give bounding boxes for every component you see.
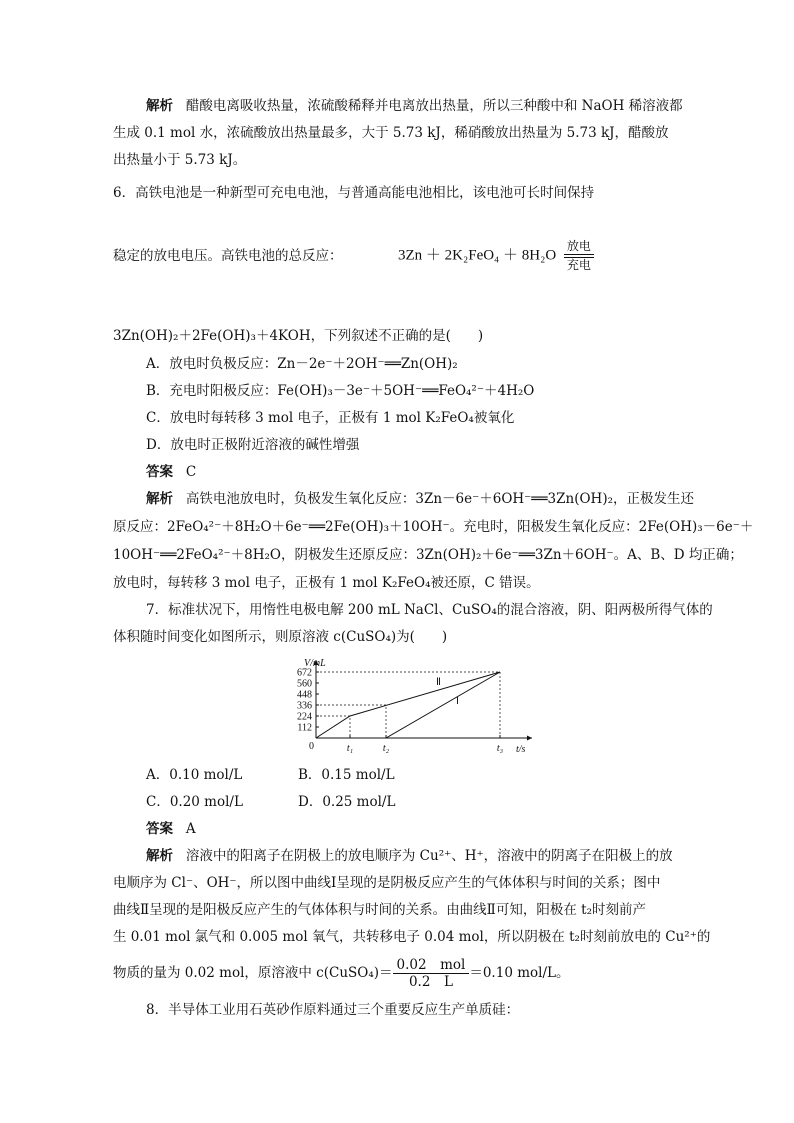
analysis-7-line5: 物质的量为 0.02 mol，原溶液中 c(CuSO₄)＝ $\frac{\text{0.02 mol}}{0.2 L}$ ＝0.10 mol/L。 bbox=[113, 957, 570, 990]
answer-value: C bbox=[185, 464, 197, 480]
analysis-6: 解析 高铁电池放电时，负极发生氧化反应：3Zn－6e⁻＋6OH⁻══3Zn(OH)₂，正极发生还 bbox=[146, 491, 695, 507]
x-tick-label: t₂ bbox=[382, 743, 390, 754]
question-6-stem: 6．高铁电池是一种新型可充电电池，与普通高能电池相比，该电池可长时间保持 bbox=[113, 185, 595, 201]
reaction-equation: 3Zn ＋ 2K₂FeO₄ ＋ 8H₂O 放电 充电 bbox=[398, 240, 594, 272]
analysis-7-line3: 曲线Ⅱ呈现的是阳极反应产生的气体体积与时间的关系。由曲线Ⅱ可知，阳极在 t₂时刻前产 bbox=[113, 902, 646, 918]
analysis-7: 解析 溶液中的阳离子在阴极上的放电顺序为 Cu²⁺、H⁺，溶液中的阴离子在阳极上的放 bbox=[146, 848, 673, 864]
y-tick-label: 672 bbox=[297, 667, 312, 679]
guide-t3 bbox=[316, 672, 500, 738]
volume-time-chart bbox=[280, 656, 540, 756]
analysis-6-line2: 原反应：2FeO₄²⁻＋8H₂O＋6e⁻══2Fe(OH)₃＋10OH⁻。充电时，阳极发生氧化反应：2Fe(OH)₃－6e⁻＋ bbox=[113, 519, 754, 535]
analysis-tag: 解析 bbox=[146, 848, 173, 864]
x-tick-label: t₁ bbox=[346, 743, 354, 754]
question-6-stem-line3: 3Zn(OH)₂＋2Fe(OH)₃＋4KOH，下列叙述不正确的是( ) bbox=[113, 328, 484, 344]
series-line-2 bbox=[316, 672, 500, 738]
question-7-stem: 7．标准状况下，用惰性电极电解 200 mL NaCl、CuSO₄的混合溶液，阴、阳两极所得气体的 bbox=[146, 602, 713, 618]
series-label: Ⅱ bbox=[436, 677, 441, 688]
y-tick-label: 448 bbox=[297, 689, 312, 701]
analysis-7-line4: 生 0.01 mol 氯气和 0.005 mol 氧气，共转移电子 0.04 mol，所以阴极在 t₂时刻前放电的 Cu²⁺的 bbox=[113, 929, 711, 945]
analysis-6-line4: 放电时，每转移 3 mol 电子，正极有 1 mol K₂FeO₄被还原，C 错误。 bbox=[113, 575, 540, 591]
analysis-5-line3: 出热量小于 5.73 kJ。 bbox=[113, 152, 247, 168]
analysis-tag: 解析 bbox=[146, 491, 173, 507]
series-label: Ⅰ bbox=[456, 696, 459, 707]
option-a: A．0.10 mol/L bbox=[146, 767, 243, 783]
y-tick-label: 336 bbox=[297, 700, 312, 712]
option-b: B．充电时阳极反应：Fe(OH)₃－3e⁻＋5OH⁻══FeO₄²⁻＋4H₂O bbox=[146, 383, 535, 399]
option-c: C．0.20 mol/L bbox=[146, 794, 243, 810]
x-tick-label: t₃ bbox=[496, 743, 504, 754]
option-d: D．放电时正极附近溶液的碱性增强 bbox=[146, 437, 360, 453]
y-tick-label: 224 bbox=[297, 711, 312, 723]
option-b: B．0.15 mol/L bbox=[298, 767, 395, 783]
y-tick-label: 560 bbox=[297, 678, 312, 690]
answer-6 bbox=[146, 462, 196, 482]
origin-label: 0 bbox=[309, 741, 314, 752]
analysis-6-line3: 10OH⁻══2FeO₄²⁻＋8H₂O，阴极发生还原反应：3Zn(OH)₂＋6e⁻══3Zn＋6OH⁻。A、B、D 均正确； bbox=[113, 547, 743, 563]
guide-t2 bbox=[316, 705, 386, 738]
answer-tag: 答案 bbox=[146, 821, 173, 837]
analysis-tag: 解析 bbox=[146, 98, 173, 114]
answer-value: A bbox=[185, 821, 196, 837]
answer-tag: 答案 bbox=[146, 464, 173, 480]
question-7-stem-line2: 体积随时间变化如图所示，则原溶液 c(CuSO₄)为( ) bbox=[113, 629, 448, 645]
x-axis-label: t/s bbox=[516, 744, 526, 755]
option-d: D．0.25 mol/L bbox=[298, 794, 396, 810]
analysis-5-line2: 生成 0.1 mol 水，浓硫酸放出热量最多，大于 5.73 kJ，稀硝酸放出热量为 5.73 kJ，醋酸放 bbox=[113, 125, 669, 141]
analysis-7-line2: 电顺序为 Cl⁻、OH⁻，所以图中曲线Ⅰ呈现的是阴极反应产生的气体体积与时间的关系；图中 bbox=[113, 875, 661, 891]
series-line-1 bbox=[316, 672, 500, 738]
option-a: A．放电时负极反应：Zn－2e⁻＋2OH⁻══Zn(OH)₂ bbox=[146, 356, 458, 372]
question-8-stem: 8．半导体工业用石英砂作原料通过三个重要反应生产单质硅： bbox=[146, 1002, 520, 1018]
x-axis-arrow bbox=[527, 736, 532, 741]
fraction: $\frac{\text{0.02 mol}}{0.2 L}$ bbox=[393, 957, 470, 990]
y-tick-label: 112 bbox=[297, 722, 312, 734]
answer-7 bbox=[146, 819, 196, 839]
analysis-5: 解析 醋酸电离吸收热量，浓硫酸稀释并电离放出热量，所以三种酸中和 NaOH 稀溶液都 bbox=[146, 98, 683, 114]
reversible-arrow: 放电 充电 bbox=[564, 240, 594, 272]
y-axis-label: V/mL bbox=[304, 658, 326, 669]
option-c: C．放电时每转移 3 mol 电子，正极有 1 mol K₂FeO₄被氧化 bbox=[146, 410, 515, 426]
question-6-stem-line2: 稳定的放电电压。高铁电池的总反应： bbox=[113, 248, 343, 264]
